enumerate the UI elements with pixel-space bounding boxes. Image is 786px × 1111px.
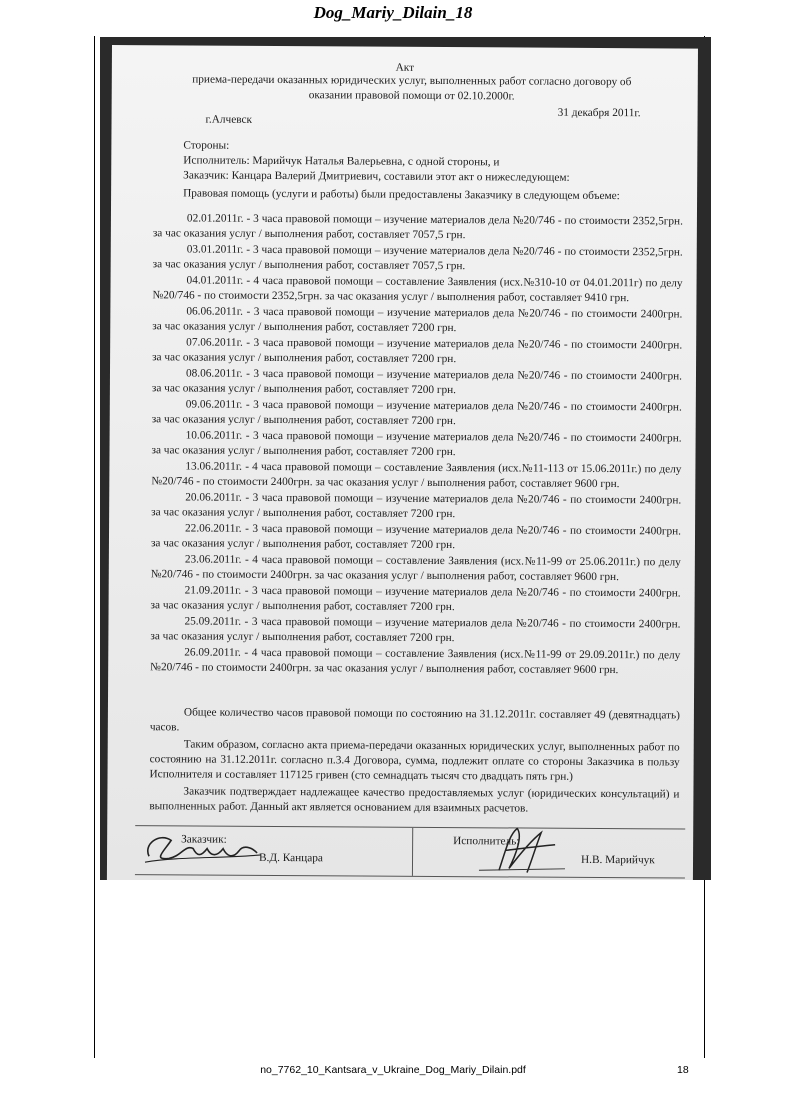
parties-block <box>183 138 673 186</box>
service-entries <box>150 211 683 679</box>
service-entry: 04.01.2011г. - 4 часа правовой помощи – составление Заявления (исх.№310-10 от 04.01.2011г) по делу №20/746 - по стоимости 2352,5грн. за час оказания услуг / выполнения работ, составляет 9410 грн. <box>152 274 683 305</box>
signature-divider <box>412 828 413 876</box>
service-entry: 26.09.2011г. - 4 часа правовой помощи – составление Заявления (исх.№11-99 от 29.09.2011г.) по делу №20/746 - по стоимости 2400грн. за час оказания услуг / выполнения работ, составляет 9600 грн. <box>150 646 681 677</box>
service-entry: 06.06.2011г. - 3 часа правовой помощи – изучение материалов дела №20/746 - по стоимости 2400грн. за час оказания услуг / выполнения работ, составляет 7200 грн. <box>152 305 683 335</box>
service-entry: 25.09.2011г. - 3 часа правовой помощи – изучение материалов дела №20/746 - по стоимости 2400грн. за час оказания услуг / выполнения работ, составляет 7200 грн. <box>150 615 681 645</box>
summary-block <box>149 705 680 819</box>
act-city: г.Алчевск <box>205 113 253 126</box>
service-entry: 02.01.2011г. - 3 часа правовой помощи – изучение материалов дела №20/746 - по стоимости 2352,5грн. за час оказания услуг / выполнения работ, составляет 7057,5 грн. <box>152 212 683 242</box>
executor-signature-scrawl <box>465 822 575 879</box>
service-entry: 10.06.2011г. - 3 часа правовой помощи – изучение материалов дела №20/746 - по стоимости 2400грн. за час оказания услуг / выполнения работ, составляет 7200 грн. <box>151 429 682 459</box>
customer-signature-scrawl <box>139 826 269 873</box>
footer-page-number: 18 <box>677 1064 689 1076</box>
service-entry: 22.06.2011г. - 3 часа правовой помощи – изучение материалов дела №20/746 - по стоимости 2400грн. за час оказания услуг / выполнения работ, составляет 7200 грн. <box>150 522 682 552</box>
summary-amount: Таким образом, согласно акта приема-передачи оказанных юридических услуг, выполненных работ по состоянию на 31.12.2011г. согласно п.3.4 Договора, сумма, подлежит оплате со стороны Заказчика в пользу Исполнителя и составляет 117125 гривен (сто семнадцать тысяч сто двадцать пять грн.) <box>149 738 680 783</box>
act-title: Акт <box>395 61 415 74</box>
scanned-document-photo <box>100 37 711 880</box>
service-entry: 03.01.2011г. - 3 часа правовой помощи – изучение материалов дела №20/746 - по стоимости 2352,5грн. за час оказания услуг / выполнения работ, составляет 7057,5 грн. <box>152 243 683 273</box>
left-margin-rule <box>94 36 95 1058</box>
party-executor: Исполнитель: Марийчук Наталья Валерьевна, с одной стороны, и <box>183 154 500 169</box>
footer-filename: no_7762_10_Kantsara_v_Ukraine_Dog_Mariy_Dilain.pdf <box>260 1064 526 1076</box>
signature-table <box>135 825 685 878</box>
service-entry: 08.06.2011г. - 3 часа правовой помощи – изучение материалов дела №20/746 - по стоимости 2400грн. за час оказания услуг / выполнения работ, составляет 7200 грн. <box>151 367 683 397</box>
customer-signature-label: Заказчик: <box>181 833 227 846</box>
service-entry: 23.06.2011г. - 4 часа правовой помощи – составление Заявления (исх.№11-99 от 25.06.2011г.) по делу №20/746 - по стоимости 2400грн. за час оказания услуг / выполнения работ, составляет 9600 грн. <box>150 553 681 584</box>
service-entry: 21.09.2011г. - 3 часа правовой помощи – изучение материалов дела №20/746 - по стоимости 2400грн. за час оказания услуг / выполнения работ, составляет 7200 грн. <box>150 584 681 614</box>
service-entry: 09.06.2011г. - 3 часа правовой помощи – изучение материалов дела №20/746 - по стоимости 2400грн. за час оказания услуг / выполнения работ, составляет 7200 грн. <box>151 398 682 428</box>
customer-signature-name: В.Д. Канцара <box>259 851 323 865</box>
page-header-title: Dog_Mariy_Dilain_18 <box>313 3 473 22</box>
service-entry: 20.06.2011г. - 3 часа правовой помощи – изучение материалов дела №20/746 - по стоимости 2400грн. за час оказания услуг / выполнения работ, составляет 7200 грн. <box>151 491 682 521</box>
summary-confirmation: Заказчик подтверждает надлежащее качество предоставляемых услуг (юридических консультаций) и выполненных работ. Данный акт является основанием для взаимных расчетов. <box>149 785 680 815</box>
act-date: 31 декабря 2011г. <box>557 106 641 120</box>
parties-heading: Стороны: <box>183 139 230 152</box>
document-sheet <box>107 45 698 880</box>
service-entry: 13.06.2011г. - 4 часа правовой помощи – составление Заявления (исх.№11-113 от 15.06.2011г.) по делу №20/746 - по стоимости 2400грн. за час оказания услуг / выполнения работ, составляет 9600 грн. <box>151 460 682 491</box>
act-subtitle: приема-передачи оказанных юридических услуг, выполненных работ согласно договору об оказании правовой помощи от 02.10.2000г. <box>192 73 632 103</box>
summary-total-hours: Общее количество часов правовой помощи по состоянию на 31.12.2011г. составляет 49 (девятнадцать) часов. <box>149 706 680 734</box>
services-intro: Правовая помощь (услуги и работы) были предоставлены Заказчику в следующем объеме: <box>183 187 620 203</box>
party-customer: Заказчик: Канцара Валерий Дмитриевич, составили этот акт о нижеследующем: <box>183 169 570 184</box>
executor-signature-name: Н.В. Марийчук <box>580 853 655 867</box>
executor-signature-label: Исполнитель: <box>453 835 520 848</box>
service-entry: 07.06.2011г. - 3 часа правовой помощи – изучение материалов дела №20/746 - по стоимости 2400грн. за час оказания услуг / выполнения работ, составляет 7200 грн. <box>152 336 683 366</box>
